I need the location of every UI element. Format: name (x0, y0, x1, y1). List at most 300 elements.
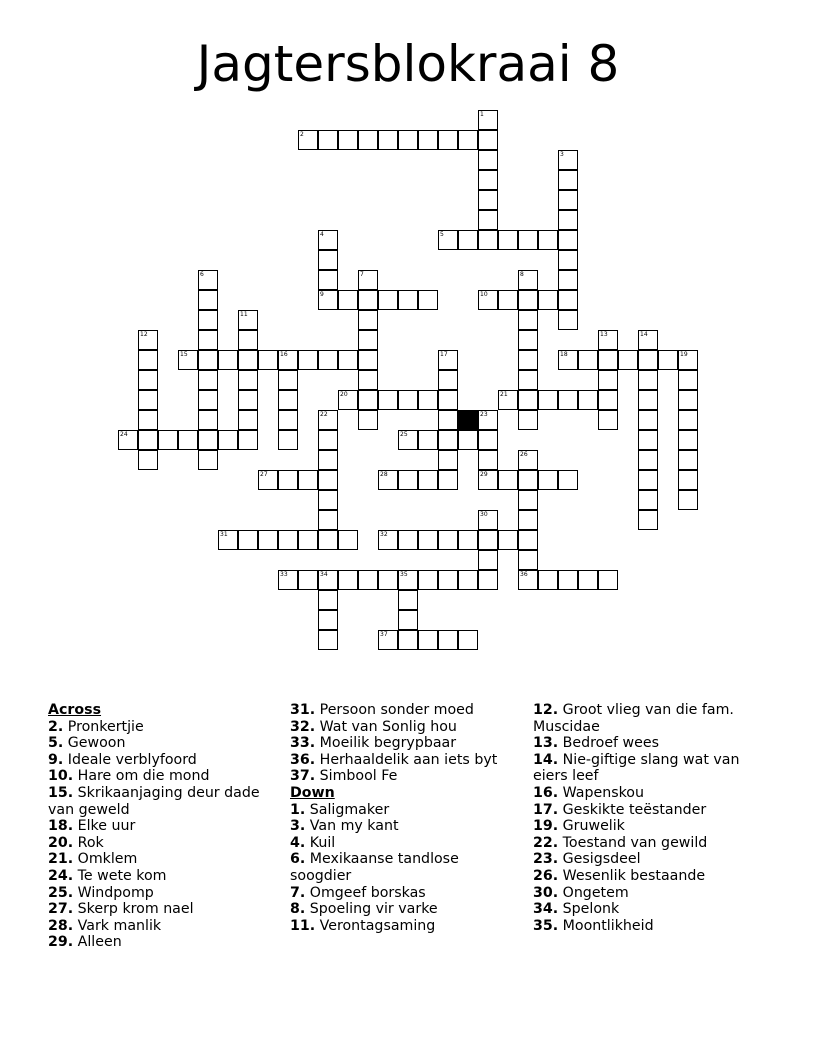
cell-number: 33 (280, 571, 288, 578)
clue-item (48, 901, 280, 918)
grid-cell[interactable] (558, 250, 578, 270)
grid-cell[interactable] (198, 310, 218, 330)
clue-number: 5. (48, 735, 64, 752)
grid-cell[interactable] (318, 610, 338, 630)
grid-cell[interactable] (398, 570, 418, 590)
clue-text: Groot vlieg van die fam. Muscidae (533, 702, 734, 735)
clue-text: Omklem (73, 851, 138, 868)
grid-cell[interactable] (318, 450, 338, 470)
grid-cell[interactable] (518, 450, 538, 470)
grid-cell[interactable] (258, 350, 278, 370)
clue-text: Gruwelik (558, 818, 625, 835)
cell-number: 28 (380, 471, 388, 478)
grid-cell[interactable] (598, 410, 618, 430)
grid-cell[interactable] (638, 490, 658, 510)
grid-cell[interactable] (538, 570, 558, 590)
clue-item (48, 752, 280, 769)
grid-cell[interactable] (558, 570, 578, 590)
grid-cell[interactable] (478, 550, 498, 570)
clue-number: 1. (290, 801, 306, 818)
grid-cell[interactable] (418, 470, 438, 490)
clue-item (533, 785, 773, 802)
grid-cell[interactable] (478, 410, 498, 430)
grid-cell[interactable] (418, 290, 438, 310)
grid-cell[interactable] (458, 570, 478, 590)
grid-cell[interactable] (418, 570, 438, 590)
grid-cell[interactable] (438, 430, 458, 450)
grid-cell[interactable] (318, 290, 338, 310)
clue-text: Moeilik begrypbaar (315, 735, 457, 752)
grid-cell[interactable] (358, 350, 378, 370)
clue-item (290, 818, 522, 835)
clue-item (48, 768, 280, 785)
clue-text: Wat van Sonlig hou (315, 718, 457, 735)
grid-cell[interactable] (358, 270, 378, 290)
grid-cell[interactable] (498, 530, 518, 550)
grid-cell[interactable] (318, 530, 338, 550)
grid-cell[interactable] (558, 190, 578, 210)
grid-cell[interactable] (198, 390, 218, 410)
grid-cell[interactable] (638, 350, 658, 370)
grid-cell[interactable] (198, 410, 218, 430)
grid-cell[interactable] (418, 630, 438, 650)
grid-cell[interactable] (238, 430, 258, 450)
cell-number: 36 (520, 571, 528, 578)
clue-item (48, 785, 280, 818)
grid-cell[interactable] (638, 390, 658, 410)
grid-cell[interactable] (438, 630, 458, 650)
grid-cell[interactable] (378, 390, 398, 410)
grid-cell[interactable] (278, 570, 298, 590)
clue-text: Mexikaanse tandlose soogdier (290, 851, 459, 884)
grid-cell[interactable] (418, 390, 438, 410)
grid-cell[interactable] (378, 630, 398, 650)
grid-cell[interactable] (518, 230, 538, 250)
clue-item (290, 702, 522, 719)
grid-cell[interactable] (158, 430, 178, 450)
clue-number: 9. (48, 751, 64, 768)
cell-number: 17 (440, 351, 448, 358)
grid-cell[interactable] (518, 410, 538, 430)
clue-column-2 (290, 702, 522, 934)
grid-cell[interactable] (558, 290, 578, 310)
clue-item (533, 702, 773, 735)
clue-item (533, 851, 773, 868)
grid-cell[interactable] (558, 350, 578, 370)
grid-cell[interactable] (398, 390, 418, 410)
grid-cell[interactable] (518, 530, 538, 550)
grid-cell[interactable] (298, 530, 318, 550)
grid-cell[interactable] (458, 430, 478, 450)
grid-cell[interactable] (478, 230, 498, 250)
grid-cell[interactable] (298, 470, 318, 490)
grid-cell[interactable] (558, 270, 578, 290)
grid-cell[interactable] (478, 510, 498, 530)
grid-cell[interactable] (478, 110, 498, 130)
grid-cell[interactable] (398, 630, 418, 650)
grid-cell[interactable] (538, 390, 558, 410)
grid-cell[interactable] (298, 130, 318, 150)
clue-item (290, 768, 522, 785)
grid-cell[interactable] (558, 310, 578, 330)
clue-item (48, 735, 280, 752)
grid-cell[interactable] (518, 490, 538, 510)
clue-number: 36. (290, 751, 316, 768)
clue-number: 29. (48, 934, 74, 951)
clue-text: Ongetem (558, 884, 629, 901)
clue-number: 12. (533, 702, 559, 718)
grid-cell[interactable] (238, 350, 258, 370)
grid-cell[interactable] (278, 430, 298, 450)
grid-cell[interactable] (198, 370, 218, 390)
grid-cell[interactable] (478, 210, 498, 230)
grid-cell[interactable] (478, 130, 498, 150)
cell-number: 4 (320, 231, 324, 238)
grid-cell[interactable] (678, 410, 698, 430)
grid-cell[interactable] (238, 370, 258, 390)
grid-cell[interactable] (518, 550, 538, 570)
grid-cell[interactable] (358, 570, 378, 590)
clue-text: Herhaaldelik aan iets byt (315, 751, 498, 768)
grid-cell[interactable] (458, 530, 478, 550)
grid-cell[interactable] (258, 530, 278, 550)
grid-cell[interactable] (318, 570, 338, 590)
grid-cell[interactable] (138, 370, 158, 390)
grid-cell[interactable] (678, 470, 698, 490)
grid-cell[interactable] (558, 230, 578, 250)
grid-cell[interactable] (318, 410, 338, 430)
grid-cell[interactable] (378, 570, 398, 590)
grid-cell[interactable] (578, 390, 598, 410)
grid-cell[interactable] (138, 390, 158, 410)
grid-cell[interactable] (278, 370, 298, 390)
grid-cell[interactable] (458, 230, 478, 250)
grid-cell[interactable] (378, 470, 398, 490)
grid-cell[interactable] (138, 410, 158, 430)
grid-cell[interactable] (478, 430, 498, 450)
grid-cell[interactable] (438, 450, 458, 470)
grid-cell[interactable] (398, 130, 418, 150)
grid-cell[interactable] (518, 290, 538, 310)
cell-number: 5 (440, 231, 444, 238)
grid-cell[interactable] (638, 470, 658, 490)
clue-column-1 (48, 702, 280, 951)
grid-cell[interactable] (678, 490, 698, 510)
grid-cell[interactable] (358, 390, 378, 410)
cell-number: 23 (480, 411, 488, 418)
clue-number: 11. (290, 917, 316, 934)
grid-cell[interactable] (278, 530, 298, 550)
grid-cell[interactable] (318, 430, 338, 450)
grid-cell[interactable] (678, 350, 698, 370)
grid-cell[interactable] (318, 130, 338, 150)
clue-number: 17. (533, 801, 559, 818)
grid-cell[interactable] (318, 270, 338, 290)
cell-number: 18 (560, 351, 568, 358)
grid-cell[interactable] (438, 470, 458, 490)
grid-cell[interactable] (318, 250, 338, 270)
cell-number: 2 (300, 131, 304, 138)
grid-cell[interactable] (218, 430, 238, 450)
clue-text: Spelonk (558, 901, 620, 918)
down-header: Down (290, 784, 335, 801)
grid-cell[interactable] (398, 430, 418, 450)
grid-cell[interactable] (478, 530, 498, 550)
grid-cell[interactable] (318, 490, 338, 510)
cell-number: 32 (380, 531, 388, 538)
grid-cell[interactable] (558, 170, 578, 190)
grid-cell[interactable] (478, 470, 498, 490)
grid-cell[interactable] (578, 350, 598, 370)
grid-cell[interactable] (678, 390, 698, 410)
grid-cell[interactable] (678, 450, 698, 470)
clue-number: 20. (48, 834, 74, 851)
grid-cell[interactable] (338, 290, 358, 310)
cell-number: 19 (680, 351, 688, 358)
grid-cell[interactable] (478, 190, 498, 210)
grid-cell[interactable] (498, 470, 518, 490)
grid-cell[interactable] (118, 430, 138, 450)
cell-number: 24 (120, 431, 128, 438)
grid-cell[interactable] (298, 570, 318, 590)
grid-cell[interactable] (318, 350, 338, 370)
grid-cell[interactable] (358, 290, 378, 310)
grid-cell[interactable] (518, 330, 538, 350)
grid-cell[interactable] (498, 390, 518, 410)
clue-item (290, 901, 522, 918)
grid-cell[interactable] (398, 610, 418, 630)
clue-number: 8. (290, 901, 306, 918)
grid-cell[interactable] (378, 530, 398, 550)
grid-cell[interactable] (198, 450, 218, 470)
clue-text: Omgeef borskas (305, 884, 426, 901)
grid-cell[interactable] (218, 530, 238, 550)
grid-cell[interactable] (198, 270, 218, 290)
grid-cell[interactable] (438, 390, 458, 410)
grid-cell[interactable] (318, 470, 338, 490)
grid-cell[interactable] (558, 150, 578, 170)
across-clues-part-1 (48, 719, 280, 951)
clue-item (48, 868, 280, 885)
grid-cell[interactable] (178, 350, 198, 370)
cell-number: 34 (320, 571, 328, 578)
grid-cell[interactable] (678, 370, 698, 390)
grid-cell[interactable] (658, 350, 678, 370)
grid-cell[interactable] (278, 410, 298, 430)
grid-cell[interactable] (638, 410, 658, 430)
clue-number: 25. (48, 884, 74, 901)
cell-number: 1 (480, 111, 484, 118)
grid-cell[interactable] (638, 510, 658, 530)
grid-cell[interactable] (358, 330, 378, 350)
grid-cell[interactable] (518, 350, 538, 370)
grid-cell[interactable] (478, 170, 498, 190)
clue-text: Wapenskou (558, 784, 644, 801)
grid-cell[interactable] (458, 130, 478, 150)
clue-number: 2. (48, 718, 64, 735)
cell-number: 3 (560, 151, 564, 158)
grid-cell[interactable] (518, 510, 538, 530)
cell-number: 7 (360, 271, 364, 278)
clue-text: Bedroef wees (558, 735, 660, 752)
clue-text: Kuil (305, 834, 336, 851)
grid-cell[interactable] (538, 290, 558, 310)
grid-cell[interactable] (258, 470, 278, 490)
grid-cell[interactable] (518, 570, 538, 590)
grid-cell[interactable] (398, 530, 418, 550)
grid-cell[interactable] (378, 130, 398, 150)
grid-cell[interactable] (538, 470, 558, 490)
grid-cell[interactable] (358, 410, 378, 430)
grid-cell[interactable] (518, 270, 538, 290)
down-clues-part-2 (533, 702, 773, 934)
across-clues-part-2 (290, 702, 522, 785)
grid-cell[interactable] (458, 630, 478, 650)
grid-cell[interactable] (338, 350, 358, 370)
grid-cell[interactable] (278, 390, 298, 410)
grid-cell[interactable] (678, 430, 698, 450)
grid-cell[interactable] (238, 330, 258, 350)
grid-cell[interactable] (438, 350, 458, 370)
grid-cell[interactable] (518, 470, 538, 490)
cell-number: 8 (520, 271, 524, 278)
clue-number: 22. (533, 834, 559, 851)
clue-number: 27. (48, 901, 74, 918)
grid-cell[interactable] (198, 290, 218, 310)
grid-cell[interactable] (438, 230, 458, 250)
clue-item (290, 735, 522, 752)
clue-column-3 (533, 702, 773, 934)
grid-cell[interactable] (598, 350, 618, 370)
grid-cell[interactable] (438, 570, 458, 590)
grid-cell[interactable] (318, 510, 338, 530)
grid-cell[interactable] (438, 370, 458, 390)
grid-cell[interactable] (138, 450, 158, 470)
grid-cell[interactable] (198, 350, 218, 370)
grid-cell[interactable] (438, 530, 458, 550)
clue-number: 4. (290, 834, 306, 851)
clue-number: 21. (48, 851, 74, 868)
grid-cell[interactable] (638, 450, 658, 470)
grid-cell[interactable] (138, 350, 158, 370)
grid-cell[interactable] (438, 410, 458, 430)
grid-cell[interactable] (638, 370, 658, 390)
grid-cell[interactable] (498, 290, 518, 310)
grid-cell[interactable] (498, 230, 518, 250)
grid-cell[interactable] (538, 230, 558, 250)
grid-cell[interactable] (478, 570, 498, 590)
grid-cell[interactable] (318, 630, 338, 650)
grid-cell[interactable] (518, 390, 538, 410)
grid-cell[interactable] (638, 330, 658, 350)
grid-cell[interactable] (438, 130, 458, 150)
clue-number: 26. (533, 867, 559, 884)
clue-text: Te wete kom (73, 867, 167, 884)
grid-cell[interactable] (358, 310, 378, 330)
grid-cell[interactable] (598, 370, 618, 390)
grid-cell[interactable] (418, 130, 438, 150)
clue-item (533, 918, 773, 935)
grid-cell[interactable] (138, 330, 158, 350)
clue-text: Gewoon (63, 735, 126, 752)
clue-number: 15. (48, 784, 74, 801)
grid-cell[interactable] (478, 450, 498, 470)
cell-number: 30 (480, 511, 488, 518)
grid-cell[interactable] (478, 150, 498, 170)
grid-cell[interactable] (238, 390, 258, 410)
grid-cell[interactable] (578, 570, 598, 590)
clue-item (48, 818, 280, 835)
grid-cell[interactable] (338, 390, 358, 410)
clue-item (290, 835, 522, 852)
clue-text: Geskikte teëstander (558, 801, 707, 818)
grid-cell[interactable] (418, 430, 438, 450)
grid-cell[interactable] (318, 230, 338, 250)
clue-number: 6. (290, 851, 306, 868)
clue-item (533, 868, 773, 885)
grid-cell[interactable] (518, 310, 538, 330)
grid-cell[interactable] (318, 590, 338, 610)
grid-cell[interactable] (598, 390, 618, 410)
grid-cell[interactable] (198, 430, 218, 450)
grid-cell[interactable] (178, 430, 198, 450)
grid-cell[interactable] (338, 130, 358, 150)
grid-cell[interactable] (278, 470, 298, 490)
clue-number: 3. (290, 818, 306, 835)
clue-number: 37. (290, 768, 316, 785)
cell-number: 13 (600, 331, 608, 338)
black-cell (458, 410, 478, 430)
clue-number: 13. (533, 735, 559, 752)
grid-cell[interactable] (358, 130, 378, 150)
clue-item (290, 802, 522, 819)
clue-item (48, 719, 280, 736)
grid-cell[interactable] (398, 290, 418, 310)
grid-cell[interactable] (338, 570, 358, 590)
grid-cell[interactable] (598, 570, 618, 590)
clue-text: Nie-giftige slang wat van eiers leef (533, 751, 740, 785)
grid-cell[interactable] (398, 590, 418, 610)
grid-cell[interactable] (598, 330, 618, 350)
grid-cell[interactable] (338, 530, 358, 550)
grid-cell[interactable] (518, 370, 538, 390)
grid-cell[interactable] (618, 350, 638, 370)
grid-cell[interactable] (138, 430, 158, 450)
clue-item (533, 885, 773, 902)
grid-cell[interactable] (398, 470, 418, 490)
grid-cell[interactable] (238, 410, 258, 430)
grid-cell[interactable] (238, 530, 258, 550)
clue-number: 31. (290, 702, 316, 718)
grid-cell[interactable] (358, 370, 378, 390)
grid-cell[interactable] (478, 290, 498, 310)
grid-cell[interactable] (638, 430, 658, 450)
grid-cell[interactable] (278, 350, 298, 370)
grid-cell[interactable] (298, 350, 318, 370)
clue-number: 32. (290, 718, 316, 735)
grid-cell[interactable] (218, 350, 238, 370)
grid-cell[interactable] (558, 390, 578, 410)
grid-cell[interactable] (418, 530, 438, 550)
grid-cell[interactable] (558, 210, 578, 230)
grid-cell[interactable] (238, 310, 258, 330)
grid-cell[interactable] (378, 290, 398, 310)
grid-cell[interactable] (558, 470, 578, 490)
grid-cell[interactable] (198, 330, 218, 350)
down-clues-part-1 (290, 802, 522, 935)
clue-number: 28. (48, 917, 74, 934)
clue-text: Saligmaker (305, 801, 390, 818)
